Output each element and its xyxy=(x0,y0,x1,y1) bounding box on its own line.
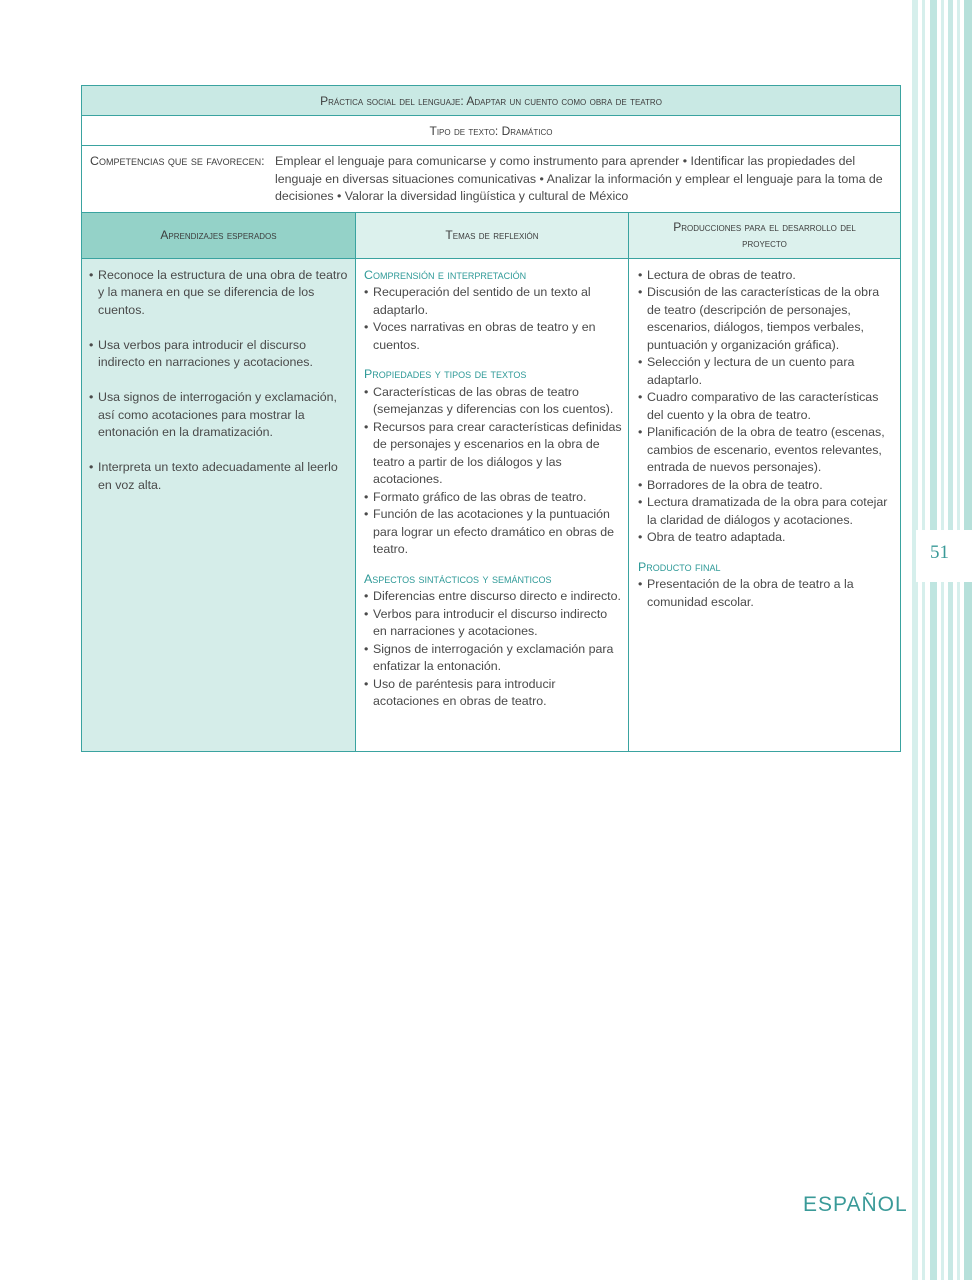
table-body xyxy=(82,259,900,751)
list-item: • Usa verbos para introducir el discurso indirecto en narraciones y acotaciones. xyxy=(89,337,313,369)
list-item: • Interpreta un texto adecuadamente al leerlo en voz alta. xyxy=(89,460,338,492)
list-item: • Cuadro comparativo de las características del cuento y la obra de teatro. xyxy=(638,390,879,422)
practice-title: Práctica social del lenguaje: Adaptar un cuento como obra de teatro xyxy=(82,86,900,116)
list-item: • Recursos para crear características definidas de personajes y escenarios en la obra de teatro a partir de los diálogos y las acotaciones. xyxy=(364,419,622,486)
list-item: • Selección y lectura de un cuento para adaptarlo. xyxy=(638,355,855,387)
list-item: • Función de las acotaciones y la puntuación para lograr un efecto dramático en obras de teatro. xyxy=(364,507,615,556)
themes-column-header: Temas de reflexión xyxy=(355,213,628,258)
section-title: Aspectos sintácticos y semánticos xyxy=(364,571,552,586)
list-item: • Diferencias entre discurso directo e indirecto. xyxy=(364,589,621,603)
learning-cell xyxy=(82,259,355,751)
list-item: • Presentación de la obra de teatro a la comunidad escolar. xyxy=(638,577,854,609)
decorative-stripes xyxy=(912,0,972,1280)
page-number: 51 xyxy=(930,542,949,563)
list-item: • Características de las obras de teatro (semejanzas y diferencias con los cuentos). xyxy=(364,384,614,416)
list-item: • Discusión de las características de la obra de teatro (descripción de personajes, escenarios, diálogos, tiempos verbales, puntuación y organización gráfica). xyxy=(638,285,880,352)
list-item: • Usa signos de interrogación y exclamación, así como acotaciones para mostrar la entonación en la dramatización. xyxy=(89,390,337,439)
list-item: • Verbos para introducir el discurso indirecto en narraciones y acotaciones. xyxy=(364,606,608,638)
text-type: Tipo de texto: Dramático xyxy=(82,116,900,146)
list-item: • Planificación de la obra de teatro (escenas, cambios de escenario, eventos relevantes, entrada de nuevos personajes). xyxy=(638,425,885,474)
productions-cell xyxy=(628,259,900,751)
list-item: • Borradores de la obra de teatro. xyxy=(638,477,823,492)
competencies-row xyxy=(82,146,900,213)
list-item: • Uso de paréntesis para introducir acotaciones en obras de teatro. xyxy=(364,676,556,708)
list-item: • Recuperación del sentido de un texto al adaptarlo. xyxy=(364,285,591,317)
productions-header-text: Producciones para el desarrollo del proyecto xyxy=(673,220,856,250)
column-headers xyxy=(82,213,900,259)
list-item: • Lectura de obras de teatro. xyxy=(638,267,796,282)
section-title: Producto final xyxy=(638,559,721,574)
list-item: • Lectura dramatizada de la obra para cotejar la claridad de diálogos y acotaciones. xyxy=(638,495,888,527)
list-item: • Signos de interrogación y exclamación para enfatizar la entonación. xyxy=(364,641,614,673)
curriculum-table xyxy=(81,85,901,752)
themes-cell xyxy=(355,259,628,751)
section-title: Propiedades y tipos de textos xyxy=(364,367,527,381)
productions-column-header xyxy=(628,213,900,258)
list-item: • Formato gráfico de las obras de teatro. xyxy=(364,489,587,504)
list-item: • Voces narrativas en obras de teatro y en cuentos. xyxy=(364,320,596,352)
list-item: • Obra de teatro adaptada. xyxy=(638,530,786,544)
competencies-label: Competencias que se favorecen: xyxy=(90,154,265,168)
competencies-text: Emplear el lenguaje para comunicarse y como instrumento para aprender • Identificar las propiedades del lenguaje en diversas situaciones comunicativas • Analizar la información y emplear el lenguaje para la toma de decisiones • Valorar la diversidad lingüística y cultural de México xyxy=(275,154,883,203)
subject-label: ESPAÑOL xyxy=(803,1193,908,1216)
section-title: Comprensión e interpretación xyxy=(364,267,527,282)
list-item: • Reconoce la estructura de una obra de teatro y la manera en que se diferencia de los cuentos. xyxy=(89,267,348,317)
learning-column-header: Aprendizajes esperados xyxy=(82,213,355,258)
